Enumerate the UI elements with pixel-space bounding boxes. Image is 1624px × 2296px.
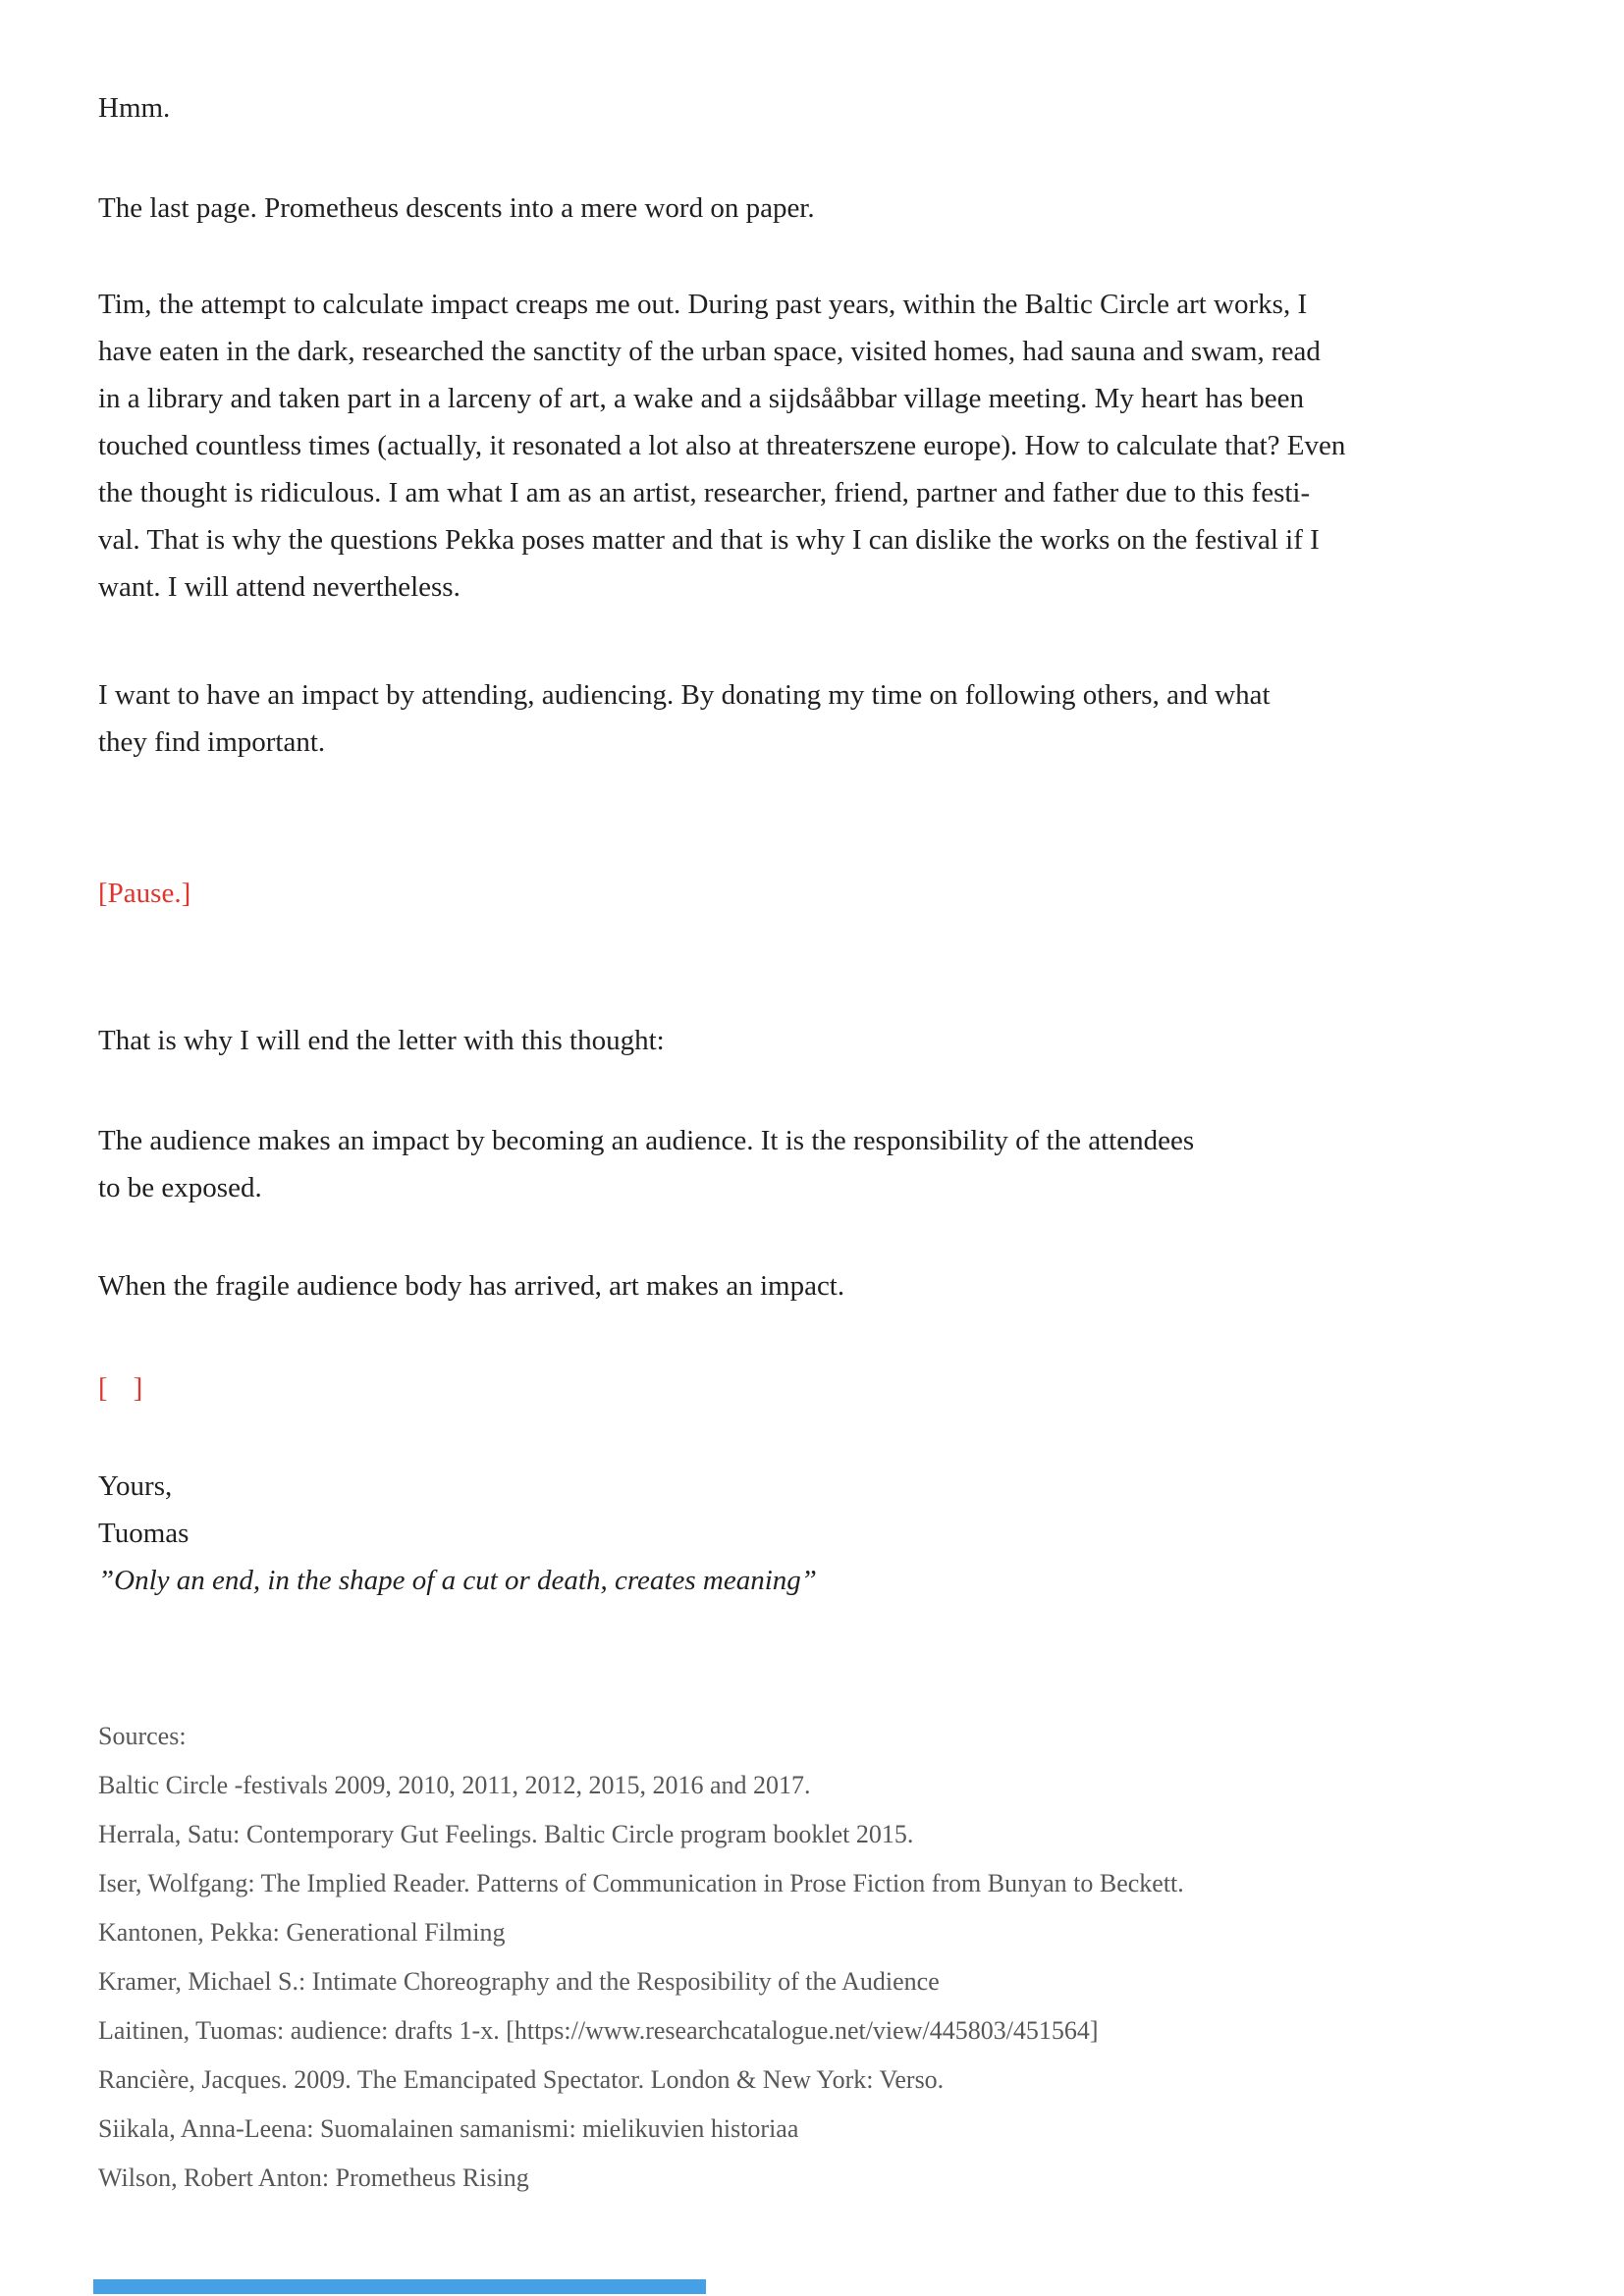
text-line: Tim, the attempt to calculate impact creaps me out. During past years, within the Baltic Circle art works, I — [98, 289, 1308, 320]
source-item: Wilson, Robert Anton: Prometheus Rising — [98, 2163, 529, 2192]
text-line: in a library and taken part in a larceny of art, a wake and a sijdsååbbar village meeting. My heart has been — [98, 383, 1304, 414]
empty-bracket-marker — [98, 1364, 142, 1412]
bracket-open: [ — [98, 1372, 108, 1404]
signoff-name: Tuomas — [98, 1518, 189, 1549]
source-item: Kantonen, Pekka: Generational Filming — [98, 1918, 506, 1947]
source-item: Rancière, Jacques. 2009. The Emancipated Spectator. London & New York: Verso. — [98, 2065, 945, 2094]
signoff-yours: Yours, — [98, 1470, 173, 1502]
text-line: touched countless times (actually, it resonated a lot also at threaterszene europe). How to calculate that? Even — [98, 430, 1346, 461]
text-line: they find important. — [98, 726, 326, 758]
paragraph-hmm: Hmm. — [98, 92, 171, 124]
text-line: have eaten in the dark, researched the sanctity of the urban space, visited homes, had sauna and swam, read — [98, 336, 1321, 367]
sources-heading: Sources: — [98, 1722, 187, 1750]
sources-section — [98, 1712, 1184, 2203]
text-line: val. That is why the questions Pekka poses matter and that is why I can dislike the works on the festival if I — [98, 524, 1320, 556]
source-item: Iser, Wolfgang: The Implied Reader. Patterns of Communication in Prose Fiction from Bunyan to Beckett. — [98, 1869, 1184, 1897]
paragraph-audience — [98, 1117, 1194, 1211]
signoff-quote: ”Only an end, in the shape of a cut or death, creates meaning” — [98, 1565, 817, 1596]
paragraph-fragile: When the fragile audience body has arrived, art makes an impact. — [98, 1270, 845, 1302]
pause-marker: [Pause.] — [98, 878, 191, 909]
source-item: Laitinen, Tuomas: audience: drafts 1-x. [https://www.researchcatalogue.net/view/445803/451564] — [98, 2016, 1099, 2045]
source-item: Siikala, Anna-Leena: Suomalainen samanismi: mielikuvien historiaa — [98, 2114, 799, 2143]
footer-highlight-bar — [93, 2279, 706, 2294]
sources-list — [98, 1761, 1184, 2203]
source-item: Herrala, Satu: Contemporary Gut Feelings. Baltic Circle program booklet 2015. — [98, 1820, 914, 1848]
paragraph-tim — [98, 281, 1345, 611]
source-item: Kramer, Michael S.: Intimate Choreography and the Resposibility of the Audience — [98, 1967, 940, 1996]
paragraph-end-letter: That is why I will end the letter with this thought: — [98, 1025, 665, 1056]
bracket-close: ] — [133, 1372, 143, 1404]
paragraph-last-page: The last page. Prometheus descents into a mere word on paper. — [98, 192, 815, 224]
text-line: to be exposed. — [98, 1172, 262, 1203]
text-line: I want to have an impact by attending, audiencing. By donating my time on following others, and what — [98, 679, 1271, 711]
text-line: want. I will attend nevertheless. — [98, 571, 460, 603]
text-line: the thought is ridiculous. I am what I am as an artist, researcher, friend, partner and father due to this festi- — [98, 477, 1311, 508]
source-item: Baltic Circle -festivals 2009, 2010, 2011, 2012, 2015, 2016 and 2017. — [98, 1771, 811, 1799]
text-line: The audience makes an impact by becoming an audience. It is the responsibility of the attendees — [98, 1125, 1195, 1156]
signoff — [98, 1463, 817, 1604]
paragraph-impact — [98, 671, 1271, 766]
